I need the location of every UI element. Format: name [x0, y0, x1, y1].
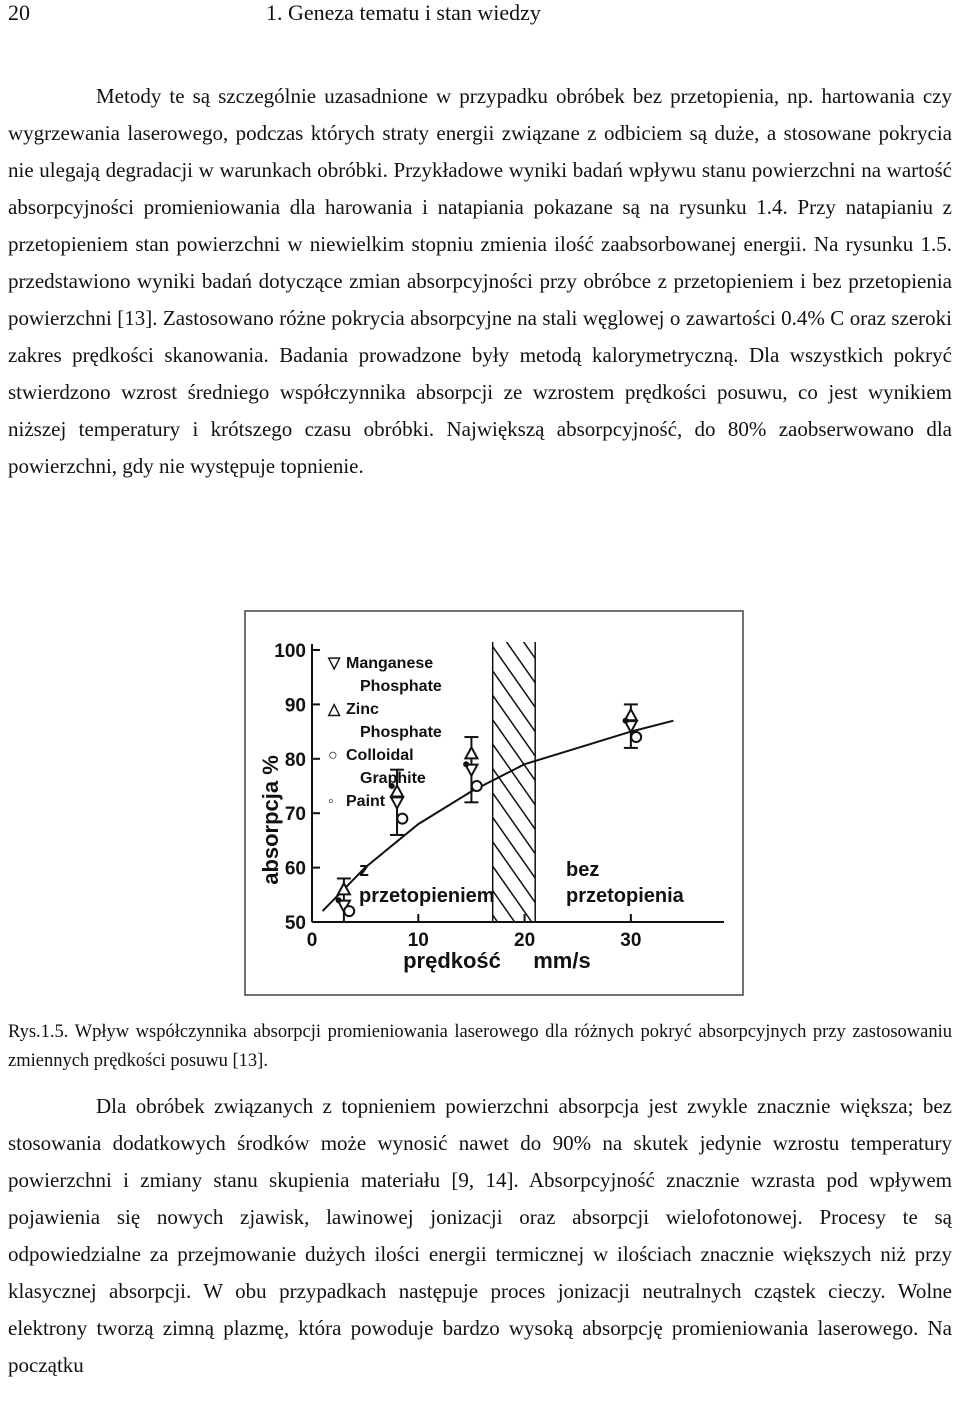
data-point-colloidal-graphite [344, 906, 354, 916]
data-point-paint [623, 718, 629, 724]
region-left-label-2: przetopieniem [359, 885, 495, 907]
x-tick-label: 10 [407, 930, 429, 951]
x-tick-label: 30 [620, 930, 642, 951]
legend-entry: Colloidal [346, 747, 414, 764]
chapter-title: 1. Geneza tematu i stan wiedzy [266, 0, 541, 25]
legend-entry: Paint [346, 793, 386, 810]
x-axis-unit: mm/s [533, 948, 591, 973]
data-point-colloidal-graphite [631, 732, 641, 742]
x-axis-label: prędkość [403, 948, 501, 973]
y-tick-label: 70 [284, 804, 306, 826]
legend-entry: Phosphate [360, 724, 442, 741]
y-tick-label: 100 [274, 641, 306, 662]
region-right-label-2: przetopienia [566, 885, 684, 907]
y-axis-label: absorpcja % [258, 755, 283, 885]
legend-entry: Zinc [346, 701, 379, 718]
hatched-region [493, 642, 536, 922]
region-right-label-1: bez [566, 859, 600, 881]
legend-marker: ○ [328, 747, 338, 764]
region-left-label-1: z [359, 859, 369, 881]
y-tick-label: 50 [284, 913, 306, 934]
data-point-colloidal-graphite [472, 781, 482, 791]
legend-marker: ▽ [328, 655, 341, 672]
data-point-colloidal-graphite [397, 814, 407, 824]
page-header [8, 0, 948, 30]
figure-absorption-chart [244, 610, 744, 996]
data-point-paint [336, 897, 342, 903]
y-tick-label: 90 [284, 695, 306, 717]
data-point-paint [463, 761, 469, 767]
page-number: 20 [8, 0, 30, 25]
figure-caption: Rys.1.5. Wpływ współczynnika absorpcji promieniowania laserowego dla różnych pokryć absorpcyjnych przy zastosowaniu zmiennych prędkości posuwu [13]. [8, 1022, 952, 1071]
paragraph-2: Dla obróbek związanych z topnieniem powierzchni absorpcja jest zwykle znacznie większa; bez stosowania dodatkowych środków może wynosić nawet do 90% na skutek jedynie wzrostu temperatury powierzchni i zmiany stanu skupienia materiału [9, 14]. Absorpcyjność znacznie wzrasta pod wpływem pojawienia się nowych zjawisk, lawinowej jonizacji oraz absorpcji wielofotonowej. Procesy te są odpowiedzialne za przejmowanie dużych ilości energii termicznej w ilościach znacznie większych niż przy klasycznej absorpcji. W obu przypadkach następuje proces jonizacji neutralnych cząstek cieczy. Wolne elektrony tworzą zimną plazmę, która powoduje bardzo wysoką absorpcję promieniowania laserowego. Na początku [8, 1094, 952, 1377]
legend-marker: ◦ [328, 793, 334, 810]
y-tick-label: 60 [284, 858, 306, 880]
legend-entry: Manganese [346, 655, 434, 672]
y-tick-label: 80 [284, 749, 306, 771]
x-tick-label: 20 [514, 930, 536, 951]
legend-entry: Graphite [360, 770, 426, 787]
legend-entry: Phosphate [360, 678, 442, 695]
chart-svg [244, 610, 744, 996]
legend-marker: △ [328, 701, 341, 718]
x-tick-label: 0 [306, 930, 318, 951]
paragraph-1: Metody te są szczególnie uzasadnione w przypadku obróbek bez przetopienia, np. hartowania czy wygrzewania laserowego, podczas których straty energii związane z odbiciem są duże, a stosowane pokrycia nie ulegają degradacji w warunkach obróbki. Przykładowe wyniki badań wpływu stanu powierzchni na wartość absorpcyjności promieniowania dla harowania i natapiania pokazane są na rysunku 1.4. Przy natapianiu z przetopieniem stan powierzchni w niewielkim stopniu zmienia ilość zaabsorbowanej energii. Na rysunku 1.5. przedstawiono wyniki badań dotyczące zmian absorpcyjności przy obróbce z przetopieniem i bez przetopienia powierzchni [13]. Zastosowano różne pokrycia absorpcyjne na stali węglowej o zawartości 0.4% C oraz szeroki zakres prędkości skanowania. Badania prowadzone były metodą kalorymetryczną. Dla wszystkich pokryć stwierdzono wzrost średniego współczynnika absorpcji ze wzrostem prędkości posuwu, co jest wynikiem niższej temperatury i krótszego czasu obróbki. Największą absorpcyjność, do 80% zaobserwowano dla powierzchni, gdy nie występuje topnienie. [8, 84, 952, 478]
